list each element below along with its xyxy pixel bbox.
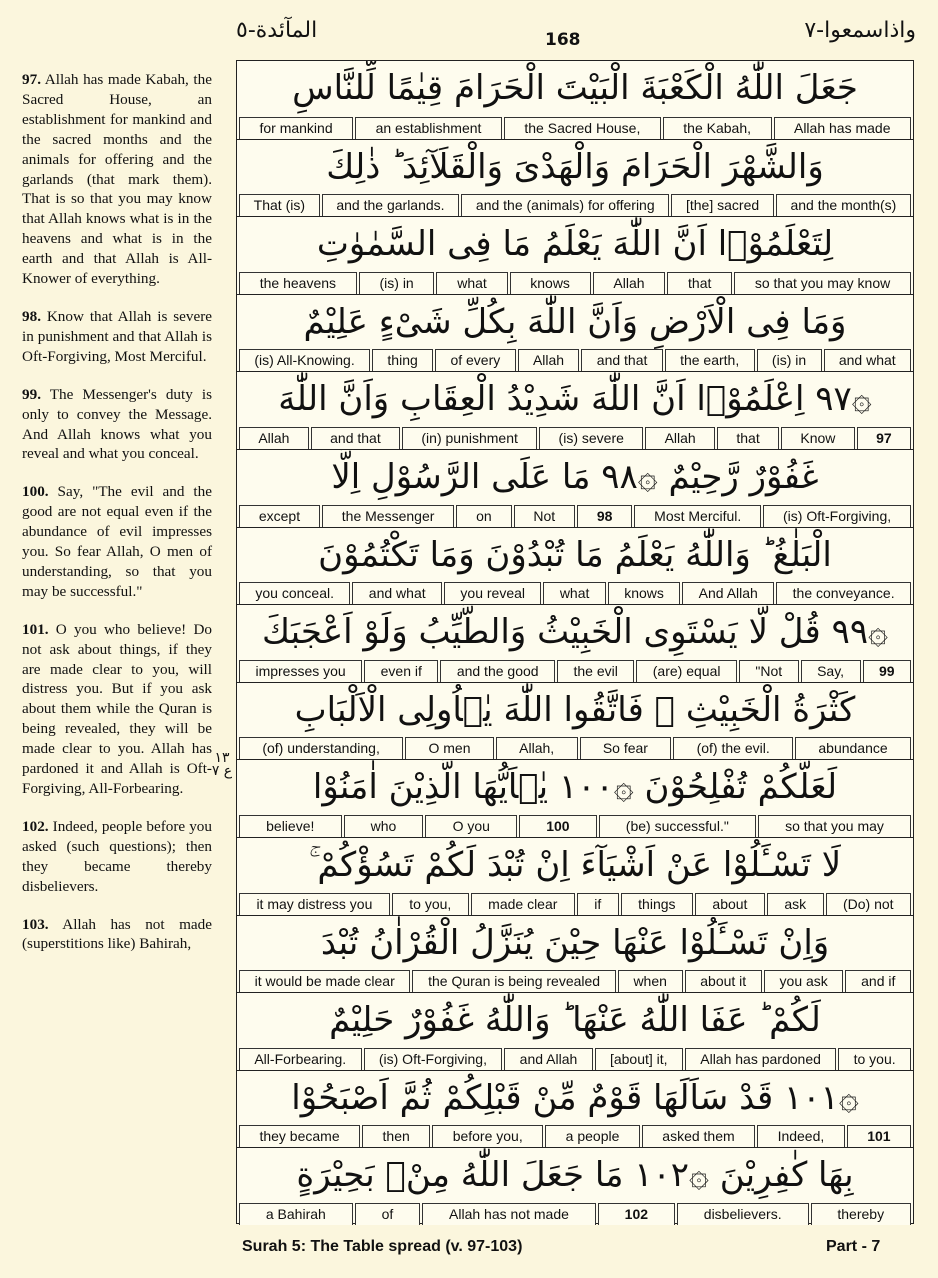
- verse-text: The Messenger's duty is only to convey the Message. And Allah knows what you reveal and what you conceal.: [22, 385, 212, 463]
- word-gloss: if: [577, 893, 619, 915]
- word-gloss-strip: [237, 1048, 913, 1070]
- ayah-row: [237, 759, 913, 837]
- word-gloss: the conveyance.: [776, 582, 911, 604]
- page-number: 168: [545, 30, 581, 50]
- arabic-text: لِتَعْلَمُوْۤا اَنَّ اللّٰهَ يَعْلَمُ مَا فِى السَّمٰوٰتِ: [316, 224, 834, 265]
- word-gloss: of: [355, 1203, 420, 1225]
- word-gloss-strip: [237, 1203, 913, 1225]
- verse-text: Know that Allah is severe in punishment and that Allah is Oft-Forgiving, Most Merciful.: [22, 307, 212, 365]
- word-gloss: the heavens: [239, 272, 357, 294]
- verse-number-cell: 99: [863, 660, 912, 682]
- word-gloss: thing: [372, 349, 433, 371]
- word-gloss: and if: [845, 970, 911, 992]
- word-gloss: Indeed,: [757, 1125, 845, 1147]
- arabic-text: لَعَلَّكُمْ تُفْلِحُوْنَ ۞١٠٠ يٰۤاَيُّهَا الَّذِيْنَ اٰمَنُوْا: [312, 767, 838, 808]
- word-gloss-strip: [237, 582, 913, 604]
- ayah-row: [237, 139, 913, 217]
- word-gloss: a people: [545, 1125, 640, 1147]
- arabic-text: ۞٩٧ اِعْلَمُوْۤا اَنَّ اللّٰهَ شَدِيْدُ الْعِقَابِ وَاَنَّ اللّٰهَ: [278, 379, 872, 420]
- word-gloss: (is) Oft-Forgiving,: [364, 1048, 503, 1070]
- arabic-text: لَكُمْ ؕ عَفَا اللّٰهُ عَنْهَا ؕ وَاللّٰهُ غَفُوْرٌ حَلِيْمٌ: [329, 1000, 821, 1041]
- verse-translation: [22, 482, 212, 601]
- juz-name-label: واذاسمعوا-٧: [804, 18, 916, 43]
- word-gloss: Allah: [518, 349, 580, 371]
- word-gloss: Allah: [239, 427, 309, 449]
- verse-translation: [22, 620, 212, 799]
- verse-number: 98.: [22, 307, 41, 325]
- arabic-text: وَاِنْ تَسْـَٔلُوْا عَنْهَا حِيْنَ يُنَزَّلُ الْقُرْاٰنُ تُبْدَ: [320, 922, 830, 963]
- word-gloss: thereby: [811, 1203, 911, 1225]
- word-gloss: Allah,: [496, 737, 578, 759]
- word-gloss: Allah has pardoned: [685, 1048, 836, 1070]
- surah-name-label: المآئدة-٥: [236, 18, 318, 43]
- word-gloss: All-Forbearing.: [239, 1048, 362, 1070]
- word-gloss: they became: [239, 1125, 360, 1147]
- word-gloss-strip: [237, 815, 913, 837]
- verse-number-cell: 100: [519, 815, 597, 837]
- arabic-text: الْبَلٰغُ ؕ وَاللّٰهُ يَعْلَمُ مَا تُبْدُوْنَ وَمَا تَكْتُمُوْنَ: [318, 534, 832, 575]
- word-gloss: the Sacred House,: [504, 117, 661, 139]
- verse-text: Say, "The evil and the good are not equal even if the abundance of evil impresses you. So fear Allah, O men of understanding, so that you may be successful.": [22, 483, 212, 600]
- ayah-row: [237, 216, 913, 294]
- translation-column: [22, 70, 212, 954]
- word-gloss: the earth,: [665, 349, 755, 371]
- word-gloss: (is) severe: [539, 427, 643, 449]
- word-gloss: "Not: [739, 660, 799, 682]
- word-gloss: believe!: [239, 815, 342, 837]
- word-gloss: [about] it,: [595, 1048, 683, 1070]
- word-gloss: That (is): [239, 194, 320, 216]
- word-gloss-strip: [237, 194, 913, 216]
- word-gloss: the evil: [557, 660, 634, 682]
- ayah-row: [237, 1147, 913, 1225]
- word-gloss: so that you may: [758, 815, 911, 837]
- ayah-row: [237, 604, 913, 682]
- word-gloss: and what: [824, 349, 912, 371]
- word-gloss: about it: [685, 970, 762, 992]
- word-gloss: Not: [514, 505, 576, 527]
- verse-number: 102.: [22, 817, 49, 835]
- word-gloss: what: [543, 582, 605, 604]
- verse-number: 97.: [22, 71, 41, 88]
- arabic-text: لَا تَسْـَٔلُوْا عَنْ اَشْيَآءَ اِنْ تُبْدَ لَكُمْ تَسُؤْكُمْ ۚ: [308, 845, 842, 885]
- word-gloss: to you.: [838, 1048, 911, 1070]
- arabic-text: ۞١٠١ قَدْ سَاَلَهَا قَوْمٌ مِّنْ قَبْلِكُمْ ثُمَّ اَصْبَحُوْا: [291, 1077, 859, 1118]
- word-gloss: and the garlands.: [322, 194, 460, 216]
- word-gloss: on: [456, 505, 511, 527]
- verse-text: Allah has made Kabah, the Sacred House, an establishment for mankind and the sacred months and the animals for offering and the garlands (that mark them). That is so that you may know that Allah knows what is in the heavens and what is in the earth and that Allah is All-Knower of everything.: [22, 71, 212, 288]
- word-gloss: when: [618, 970, 683, 992]
- word-gloss: the Quran is being revealed: [412, 970, 615, 992]
- word-gloss: Say,: [801, 660, 861, 682]
- word-gloss: it may distress you: [239, 893, 390, 915]
- word-gloss: a Bahirah: [239, 1203, 353, 1225]
- word-gloss: Know: [781, 427, 855, 449]
- ayah-row: [237, 682, 913, 760]
- footer-part-label: Part - 7: [826, 1238, 881, 1255]
- word-gloss: Allah: [645, 427, 715, 449]
- word-gloss: and Allah: [504, 1048, 592, 1070]
- word-gloss: except: [239, 505, 320, 527]
- word-gloss: (are) equal: [636, 660, 737, 682]
- word-gloss: (Do) not: [826, 893, 911, 915]
- arabic-text: جَعَلَ اللّٰهُ الْكَعْبَةَ الْبَيْتَ الْحَرَامَ قِيٰمًا لِّلنَّاسِ: [292, 68, 858, 108]
- verse-translation: [22, 307, 212, 367]
- word-gloss: impresses you: [239, 660, 362, 682]
- word-gloss: and the month(s): [776, 194, 911, 216]
- word-gloss: of every: [435, 349, 516, 371]
- word-gloss: then: [362, 1125, 430, 1147]
- verse-number: 99.: [22, 385, 41, 403]
- word-gloss-strip: [237, 893, 913, 915]
- verse-text: O you who believe! Do not ask about things, if they are made clear to you, will distress you. But if you ask about them while the Quran is being revealed, they will be made clear to you. Allah has pardoned it and Allah is Oft-Forgiving, All-Forbearing.: [22, 620, 213, 797]
- verse-number: 103.: [22, 915, 49, 933]
- verse-number-cell: 102: [598, 1203, 675, 1225]
- word-gloss: and that: [581, 349, 662, 371]
- word-gloss-strip: [237, 660, 913, 682]
- footer-surah-title: Surah 5: The Table spread (v. 97-103): [242, 1238, 523, 1255]
- word-gloss: Most Merciful.: [634, 505, 761, 527]
- arabic-text: وَمَا فِى الْاَرْضِ وَاَنَّ اللّٰهَ بِكُلِّ شَىْءٍ عَلِيْمٌ: [303, 301, 847, 342]
- word-gloss: and the (animals) for offering: [461, 194, 669, 216]
- word-gloss: things: [621, 893, 693, 915]
- word-gloss: you reveal: [444, 582, 541, 604]
- word-gloss: before you,: [432, 1125, 543, 1147]
- word-gloss: that: [667, 272, 732, 294]
- word-gloss: Allah: [593, 272, 666, 294]
- ayah-row: [237, 527, 913, 605]
- arabic-text: ۞٩٩ قُلْ لَّا يَسْتَوِى الْخَبِيْثُ وَالطَّيِّبُ وَلَوْ اَعْجَبَكَ: [261, 612, 889, 653]
- word-gloss: the Messenger: [322, 505, 454, 527]
- word-gloss-strip: [237, 1125, 913, 1147]
- arabic-text: غَفُوْرٌ رَّحِيْمٌ ۞٩٨ مَا عَلَى الرَّسُوْلِ اِلَّا: [331, 457, 819, 497]
- word-gloss: ask: [767, 893, 824, 915]
- word-gloss-strip: [237, 427, 913, 449]
- word-gloss-strip: [237, 272, 913, 294]
- word-gloss-strip: [237, 349, 913, 371]
- word-gloss: what: [436, 272, 507, 294]
- word-gloss: O you: [425, 815, 517, 837]
- word-gloss: you conceal.: [239, 582, 350, 604]
- ayah-row: [237, 1070, 913, 1148]
- word-gloss: (of) the evil.: [673, 737, 793, 759]
- word-gloss: the Kabah,: [663, 117, 772, 139]
- verse-number-cell: 101: [847, 1125, 911, 1147]
- word-gloss: about: [695, 893, 765, 915]
- word-gloss: abundance: [795, 737, 911, 759]
- word-gloss: (is) All-Knowing.: [239, 349, 370, 371]
- verse-number-cell: 98: [577, 505, 632, 527]
- word-gloss: asked them: [642, 1125, 755, 1147]
- word-gloss: and that: [311, 427, 400, 449]
- ayah-row: [237, 294, 913, 372]
- word-gloss: to you,: [392, 893, 469, 915]
- verse-translation: [22, 915, 212, 955]
- verse-text: Allah has not made (superstitions like) Bahirah,: [22, 915, 212, 953]
- word-gloss: And Allah: [682, 582, 774, 604]
- word-gloss: (of) understanding,: [239, 737, 403, 759]
- word-gloss: Allah has not made: [422, 1203, 596, 1225]
- verse-text: Indeed, people before you asked (such questions); then they became thereby disbelievers.: [22, 817, 212, 895]
- word-gloss: knows: [510, 272, 591, 294]
- arabic-text: بِهَا كٰفِرِيْنَ ۞١٠٢ مَا جَعَلَ اللّٰهُ مِنْۢ بَحِيْرَةٍ: [296, 1155, 854, 1196]
- word-gloss: so that you may know: [734, 272, 911, 294]
- word-gloss: (is) in: [757, 349, 822, 371]
- word-gloss: (is) in: [359, 272, 435, 294]
- word-gloss: that: [717, 427, 779, 449]
- word-gloss: and the good: [440, 660, 555, 682]
- ayah-row: [237, 837, 913, 915]
- arabic-text: وَالشَّهْرَ الْحَرَامَ وَالْهَدْىَ وَالْقَلَآئِدَ ؕ ذٰلِكَ: [326, 146, 824, 187]
- ayah-row: [237, 61, 913, 139]
- verse-number-cell: 97: [857, 427, 911, 449]
- word-gloss: you ask: [764, 970, 844, 992]
- word-gloss: for mankind: [239, 117, 353, 139]
- word-gloss: Allah has made: [774, 117, 911, 139]
- ruku-marker: ١٣ ع ٧: [211, 750, 233, 779]
- verse-translation: [22, 385, 212, 465]
- word-gloss: So fear: [580, 737, 672, 759]
- verse-translation: [22, 817, 212, 897]
- word-gloss-strip: [237, 737, 913, 759]
- word-gloss: an establishment: [355, 117, 502, 139]
- word-gloss: O men: [405, 737, 494, 759]
- ayah-row: [237, 371, 913, 449]
- ayah-row: [237, 992, 913, 1070]
- word-gloss: and what: [352, 582, 442, 604]
- arabic-text: كَثْرَةُ الْخَبِيْثِ ۚ فَاتَّقُوا اللّٰهَ يٰۤاُولِى الْاَلْبَابِ: [294, 689, 856, 730]
- word-by-word-grid: [236, 60, 914, 1224]
- ayah-row: [237, 449, 913, 527]
- word-gloss: it would be made clear: [239, 970, 410, 992]
- word-gloss: knows: [608, 582, 680, 604]
- word-gloss: (in) punishment: [402, 427, 537, 449]
- word-gloss: (is) Oft-Forgiving,: [763, 505, 911, 527]
- word-gloss-strip: [237, 970, 913, 992]
- word-gloss: (be) successful.": [599, 815, 756, 837]
- ayah-row: [237, 915, 913, 993]
- verse-number: 101.: [22, 620, 49, 638]
- word-gloss-strip: [237, 117, 913, 139]
- word-gloss: disbelievers.: [677, 1203, 809, 1225]
- word-gloss-strip: [237, 505, 913, 527]
- verse-number: 100.: [22, 483, 49, 501]
- word-gloss: even if: [364, 660, 438, 682]
- verse-translation: [22, 70, 212, 289]
- word-gloss: who: [344, 815, 424, 837]
- word-gloss: [the] sacred: [671, 194, 774, 216]
- word-gloss: made clear: [471, 893, 575, 915]
